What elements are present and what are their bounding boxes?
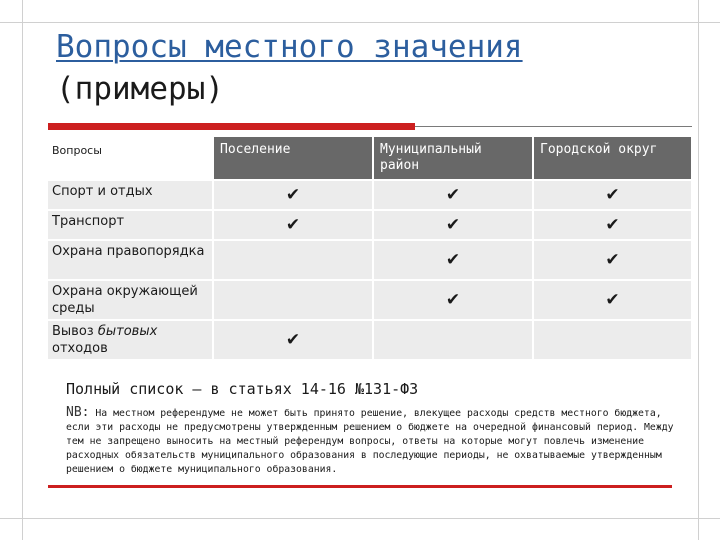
frame-bottom bbox=[0, 518, 720, 541]
check-icon: ✔ bbox=[534, 211, 693, 241]
check-icon: ✔ bbox=[374, 241, 534, 281]
table-row bbox=[48, 241, 693, 281]
full-list-note: Полный список – в статьях 14-16 №131-ФЗ bbox=[66, 380, 419, 398]
check-icon: ✔ bbox=[534, 281, 693, 321]
accent-line bbox=[415, 126, 692, 127]
nb-tag: NB: bbox=[66, 405, 90, 420]
check-icon: ✔ bbox=[534, 181, 693, 211]
table-header-row bbox=[48, 137, 693, 181]
accent-bar bbox=[48, 123, 415, 130]
check-icon: ✔ bbox=[214, 321, 374, 361]
frame-top bbox=[0, 0, 720, 23]
nb-text: На местном референдуме не может быть принято решение, влекущее расходы средств местного бюджета, если эти расходы не предусмотрены утвержденным решением о бюджете на очередной финансовый период. Между тем не запрещено выносить на местный референдум вопросы, ответы на которые могут повлечь изменение расходных обязательств муниципального образования в последующие периоды, не охватываемые утвержденным решением о бюджете муниципального образования. bbox=[66, 408, 674, 475]
header-settlement: Поселение bbox=[214, 137, 374, 181]
title-line-2: (примеры) bbox=[56, 71, 224, 107]
check-icon: ✔ bbox=[374, 181, 534, 211]
empty-cell bbox=[534, 321, 693, 361]
check-icon: ✔ bbox=[534, 241, 693, 281]
empty-cell bbox=[214, 281, 374, 321]
row-label: Транспорт bbox=[48, 211, 214, 241]
table-row bbox=[48, 181, 693, 211]
table-row bbox=[48, 281, 693, 321]
table-row bbox=[48, 211, 693, 241]
row-label: Охрана окружающей среды bbox=[48, 281, 214, 321]
check-icon: ✔ bbox=[374, 211, 534, 241]
frame-left bbox=[0, 0, 23, 540]
empty-cell bbox=[214, 241, 374, 281]
responsibility-table bbox=[48, 137, 693, 361]
row-label-post: отходов bbox=[52, 341, 108, 356]
check-icon: ✔ bbox=[374, 281, 534, 321]
row-label: Спорт и отдых bbox=[48, 181, 214, 211]
slide-title bbox=[56, 26, 676, 110]
check-icon: ✔ bbox=[214, 211, 374, 241]
row-label: Охрана правопорядка bbox=[48, 241, 214, 281]
frame-right bbox=[698, 0, 720, 540]
header-city-district: Городской округ bbox=[534, 137, 693, 181]
nb-note bbox=[66, 406, 682, 477]
header-municipal-district: Муниципальный район bbox=[374, 137, 534, 181]
table-row bbox=[48, 321, 693, 361]
header-questions: Вопросы bbox=[48, 137, 214, 181]
bottom-rule bbox=[48, 485, 672, 488]
title-line-1: Вопросы местного значения bbox=[56, 29, 523, 65]
empty-cell bbox=[374, 321, 534, 361]
row-label-pre: Вывоз bbox=[52, 324, 98, 339]
check-icon: ✔ bbox=[214, 181, 374, 211]
row-label bbox=[48, 321, 214, 361]
row-label-italic: бытовых bbox=[97, 324, 158, 339]
